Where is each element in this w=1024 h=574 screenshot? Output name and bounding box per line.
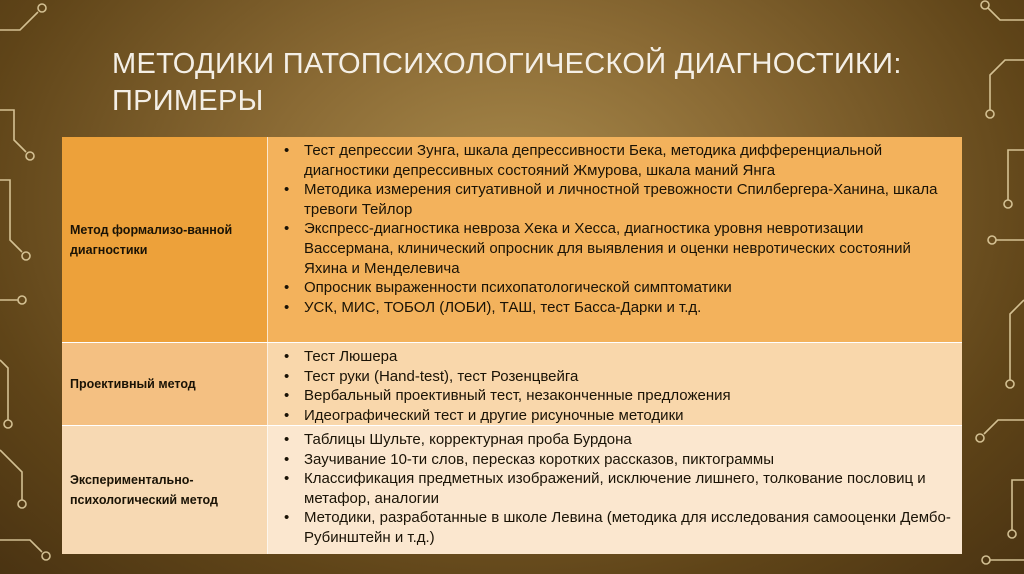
method-examples <box>268 137 962 342</box>
list-item: • Идеографический тест и другие рисуночные методики <box>282 406 952 426</box>
method-examples <box>268 343 962 425</box>
method-name: Экспериментально-психологический метод <box>62 426 268 554</box>
table-row <box>62 342 962 425</box>
method-name: Метод формализо-ванной диагностики <box>62 137 268 342</box>
list-item: • Методики, разработанные в школе Левина (методика для исследования самооценки Дембо-Рубинштейн и т.д.) <box>282 508 952 547</box>
list-item: • Экспресс-диагностика невроза Хека и Хесса, диагностика уровня невротизации Вассермана, клинический опросник для выявления и оценки невротических состояний Яхина и Менделевича <box>282 219 952 278</box>
method-examples <box>268 426 962 554</box>
list-item: • Классификация предметных изображений, исключение лишнего, толкование пословиц и метафор, аналогии <box>282 469 952 508</box>
methods-table <box>62 137 962 554</box>
list-item: • Тест депрессии Зунга, шкала депрессивности Бека, методика дифференциальной диагностики депрессивных состояний Жмурова, шкала маний Янга <box>282 141 952 180</box>
page-title: МЕТОДИКИ ПАТОПСИХОЛОГИЧЕСКОЙ ДИАГНОСТИКИ: ПРИМЕРЫ <box>112 48 902 117</box>
list-item: • Тест руки (Hand-test), тест Розенцвейга <box>282 367 952 387</box>
list-item: • УСК, МИС, ТОБОЛ (ЛОБИ), ТАШ, тест Басса-Дарки и т.д. <box>282 298 952 318</box>
table-row <box>62 425 962 554</box>
list-item: • Заучивание 10-ти слов, пересказ коротких рассказов, пиктограммы <box>282 450 952 470</box>
list-item: • Методика измерения ситуативной и личностной тревожности Спилбергера-Ханина, шкала тревоги Тейлор <box>282 180 952 219</box>
list-item: • Опросник выраженности психопатологической симптоматики <box>282 278 952 298</box>
list-item: • Вербальный проективный тест, незаконченные предложения <box>282 386 952 406</box>
table-row <box>62 137 962 342</box>
method-name: Проективный метод <box>62 343 268 425</box>
list-item: • Таблицы Шульте, корректурная проба Бурдона <box>282 430 952 450</box>
list-item: • Тест Люшера <box>282 347 952 367</box>
